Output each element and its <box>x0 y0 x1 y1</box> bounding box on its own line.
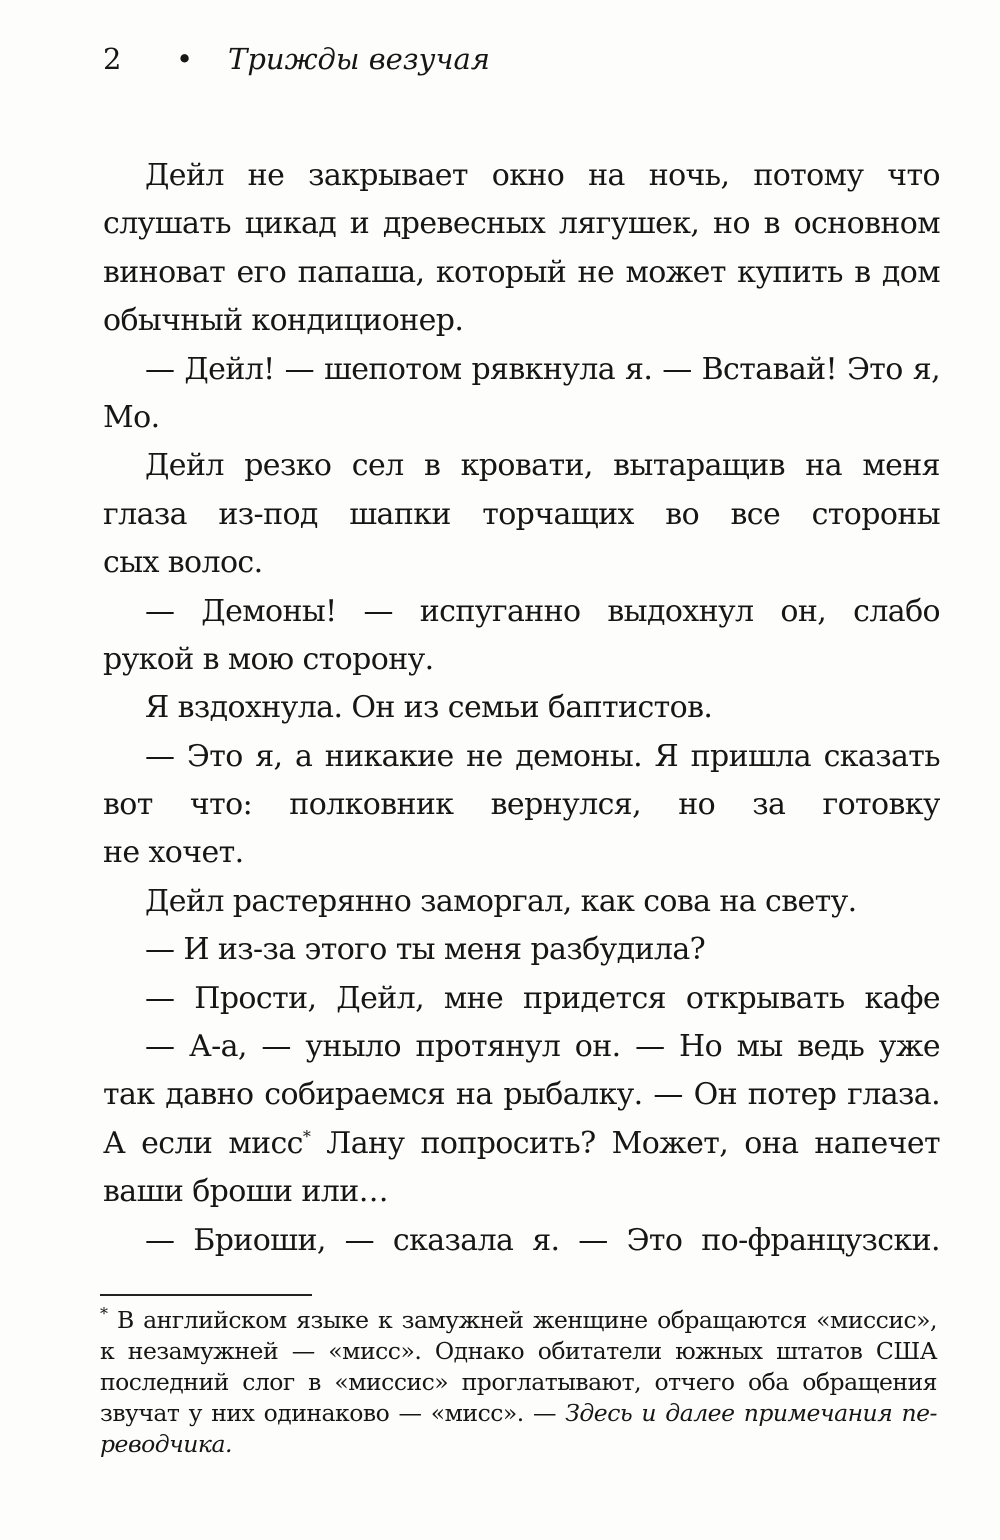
text-segment: звучат у них одинаково — «мисс». — <box>100 1399 566 1427</box>
footnote-line <box>100 1398 937 1429</box>
text-line: — И из-за этого ты меня разбудила? <box>145 932 706 968</box>
body-text <box>103 152 940 1265</box>
text-line: — Бриоши, — сказала я. — Это по-французски. <box>145 1222 940 1258</box>
text-line: — Демоны! — испуганно выдохнул он, слабо <box>145 593 940 629</box>
text-line: Дейл не закрывает окно на ночь, потому что <box>145 158 940 193</box>
running-title: Трижды везучая <box>228 42 490 76</box>
text-segment: А если мисс <box>103 1125 303 1161</box>
text-line: — Дейл! — шепотом рявкнула я. — Вставай! Это я, <box>145 351 940 387</box>
text-segment-italic: Здесь и далее примечания пе- <box>565 1399 937 1427</box>
text-line: не хочет. <box>103 835 244 871</box>
text-segment: В английском языке к замужней женщине обращаются «миссис», <box>107 1306 937 1334</box>
text-line: слушать цикад и древесных лягушек, но в основном <box>103 206 940 242</box>
text-line: вот что: полковник вернулся, но за готовку <box>103 787 940 823</box>
text-line: — А-а, — уныло протянул он. — Но мы ведь уже <box>145 1029 940 1065</box>
footnote-line: к незамужней — «мисс». Однако обитатели южных штатов США <box>100 1337 937 1365</box>
text-line: Дейл резко сел в кровати, вытаращив на меня <box>145 448 940 484</box>
text-line: ваши броши или… <box>103 1174 388 1210</box>
text-line: обычный кондиционер. <box>103 303 464 339</box>
footnote-line: последний слог в «миссис» проглатывают, отчего оба обращения <box>100 1368 937 1396</box>
text-line: — Прости, Дейл, мне придется открывать кафе <box>145 980 940 1016</box>
text-line: Мо. <box>103 399 160 435</box>
header-bullet: • <box>176 42 194 76</box>
text-line: — Это я, а никакие не демоны. Я пришла сказать <box>145 738 940 774</box>
text-line: Я вздохнула. Он из семьи баптистов. <box>145 690 713 726</box>
footnote <box>100 1305 937 1460</box>
footnote-marker: * <box>100 1304 108 1324</box>
text-line: так давно собираемся на рыбалку. — Он потер глаза. <box>103 1077 940 1113</box>
text-line <box>103 1120 940 1168</box>
page-number: 2 <box>103 42 122 76</box>
footnote-line <box>100 1305 937 1336</box>
footnote-ref[interactable]: * <box>302 1126 311 1146</box>
text-segment: Лану попросить? Может, она напечет <box>326 1125 940 1161</box>
text-line: рукой в мою сторону. <box>103 641 434 677</box>
text-line: глаза из-под шапки торчащих во все стороны <box>103 496 940 532</box>
text-line: Дейл растерянно заморгал, как сова на свету. <box>145 883 857 919</box>
footnote-divider <box>100 1294 312 1296</box>
text-segment-italic: реводчика. <box>100 1430 232 1458</box>
text-line: сых волос. <box>103 545 263 581</box>
text-line: виноват его папаша, который не может купить в дом <box>103 254 940 290</box>
footnote-line <box>100 1429 937 1460</box>
